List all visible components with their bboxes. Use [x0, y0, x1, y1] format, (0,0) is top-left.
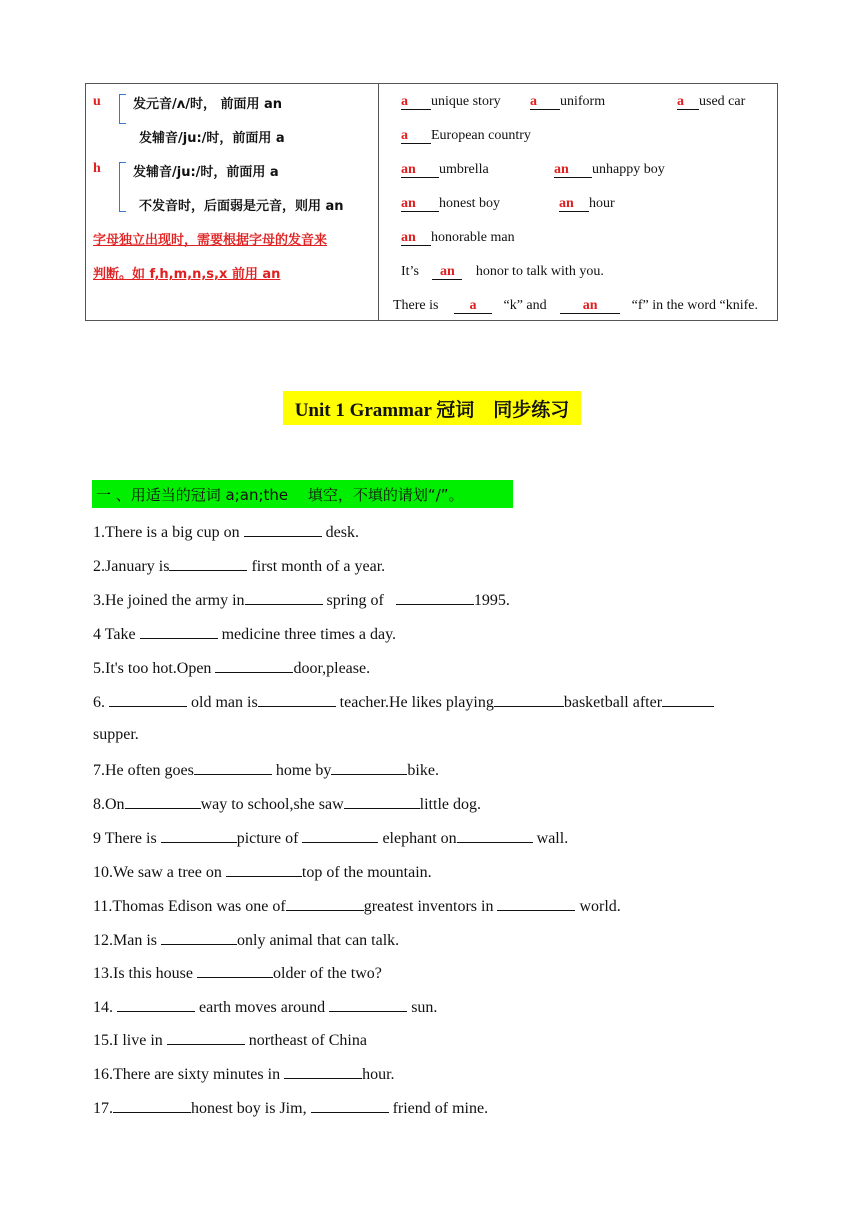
answer-blank[interactable] [311, 1098, 389, 1113]
question-3: 3.He joined the army in spring of 1995. [93, 592, 510, 609]
u-rule-1: 发元音/ʌ/时， 前面用 an [133, 97, 283, 112]
example-row-4: an honest boy [401, 196, 501, 211]
example-row-1: a unique story [401, 94, 501, 109]
question-5: 5.It's too hot.Open door,please. [93, 660, 371, 677]
answer-blank[interactable] [215, 658, 293, 673]
table-divider [378, 84, 379, 320]
question-11: 11.Thomas Edison was one of greatest inventors in world. [93, 898, 621, 915]
brace-h [119, 162, 126, 212]
answer-blank[interactable] [140, 624, 218, 639]
answer-blank[interactable] [167, 1030, 245, 1045]
letter-u: u [93, 94, 101, 109]
example-row-6: It’s an honor to talk with you. [401, 264, 604, 279]
question-16: 16.There are sixty minutes in hour. [93, 1066, 395, 1083]
question-6: 6. old man is teacher.He likes playing basketball after [93, 692, 714, 712]
answer-blank[interactable] [161, 828, 237, 843]
question-1: 1.There is a big cup on desk. [93, 524, 359, 541]
question-7: 7.He often goes home by bike. [93, 762, 439, 779]
answer-blank[interactable] [457, 828, 533, 843]
letter-note-2: 判断。如 f,h,m,n,s,x 前用 an [93, 267, 281, 282]
example-row-2: a European country [401, 128, 531, 143]
question-15: 15.I live in northeast of China [93, 1032, 367, 1049]
answer-blank[interactable] [169, 556, 247, 571]
answer-blank[interactable] [245, 590, 323, 605]
question-8: 8.On way to school,she saw little dog. [93, 796, 481, 813]
answer-blank[interactable] [258, 692, 336, 707]
brace-u [119, 94, 126, 124]
question-13: 13.Is this house older of the two? [93, 965, 382, 982]
answer-blank[interactable] [396, 590, 474, 605]
example-row-1c: a used car [677, 94, 746, 109]
answer-blank[interactable] [331, 760, 407, 775]
question-2: 2.January is first month of a year. [93, 558, 386, 575]
answer-blank[interactable] [497, 896, 575, 911]
question-6-cont: supper. [93, 726, 139, 743]
example-row-1b: a uniform [530, 94, 606, 109]
question-9: 9 There is picture of elephant on wall. [93, 830, 569, 847]
exercise-title: Unit 1 Grammar 冠词 同步练习 [283, 391, 581, 425]
example-row-3b: an unhappy boy [554, 162, 665, 177]
question-4: 4 Take medicine three times a day. [93, 626, 397, 643]
letter-note-1: 字母独立出现时，需要根据字母的发音来 [93, 233, 328, 248]
question-14: 14. earth moves around sun. [93, 999, 438, 1016]
answer-blank[interactable] [662, 692, 714, 707]
answer-blank[interactable] [494, 692, 564, 707]
answer-blank[interactable] [117, 997, 195, 1012]
answer-blank[interactable] [344, 794, 420, 809]
answer-blank[interactable] [286, 896, 364, 911]
answer-blank[interactable] [109, 692, 187, 707]
h-rule-1: 发辅音/ju:/时，前面用 a [133, 165, 279, 180]
example-row-3: an umbrella [401, 162, 489, 177]
example-row-4b: an hour [559, 196, 615, 211]
answer-blank[interactable] [244, 522, 322, 537]
question-12: 12.Man is only animal that can talk. [93, 932, 400, 949]
h-rule-2: 不发音时，后面弱是元音，则用 an [139, 199, 344, 214]
answer-blank[interactable] [194, 760, 272, 775]
u-rule-2: 发辅音/ju:/时，前面用 a [139, 131, 285, 146]
example-row-5: an honorable man [401, 230, 515, 245]
example-row-7: There is a “k” and an “f” in the word “knife. [393, 298, 758, 313]
answer-blank[interactable] [284, 1064, 362, 1079]
answer-blank[interactable] [302, 828, 378, 843]
answer-blank[interactable] [329, 997, 407, 1012]
answer-blank[interactable] [226, 862, 302, 877]
question-17: 17. honest boy is Jim, friend of mine. [93, 1100, 489, 1117]
answer-blank[interactable] [125, 794, 201, 809]
letter-h: h [93, 161, 101, 176]
answer-blank[interactable] [113, 1098, 191, 1113]
section-heading: 一 、用适当的冠词 a;an;the 填空，不填的请划“/”。 [92, 480, 513, 508]
answer-blank[interactable] [161, 930, 237, 945]
answer-blank[interactable] [197, 963, 273, 978]
question-10: 10.We saw a tree on top of the mountain. [93, 864, 432, 881]
